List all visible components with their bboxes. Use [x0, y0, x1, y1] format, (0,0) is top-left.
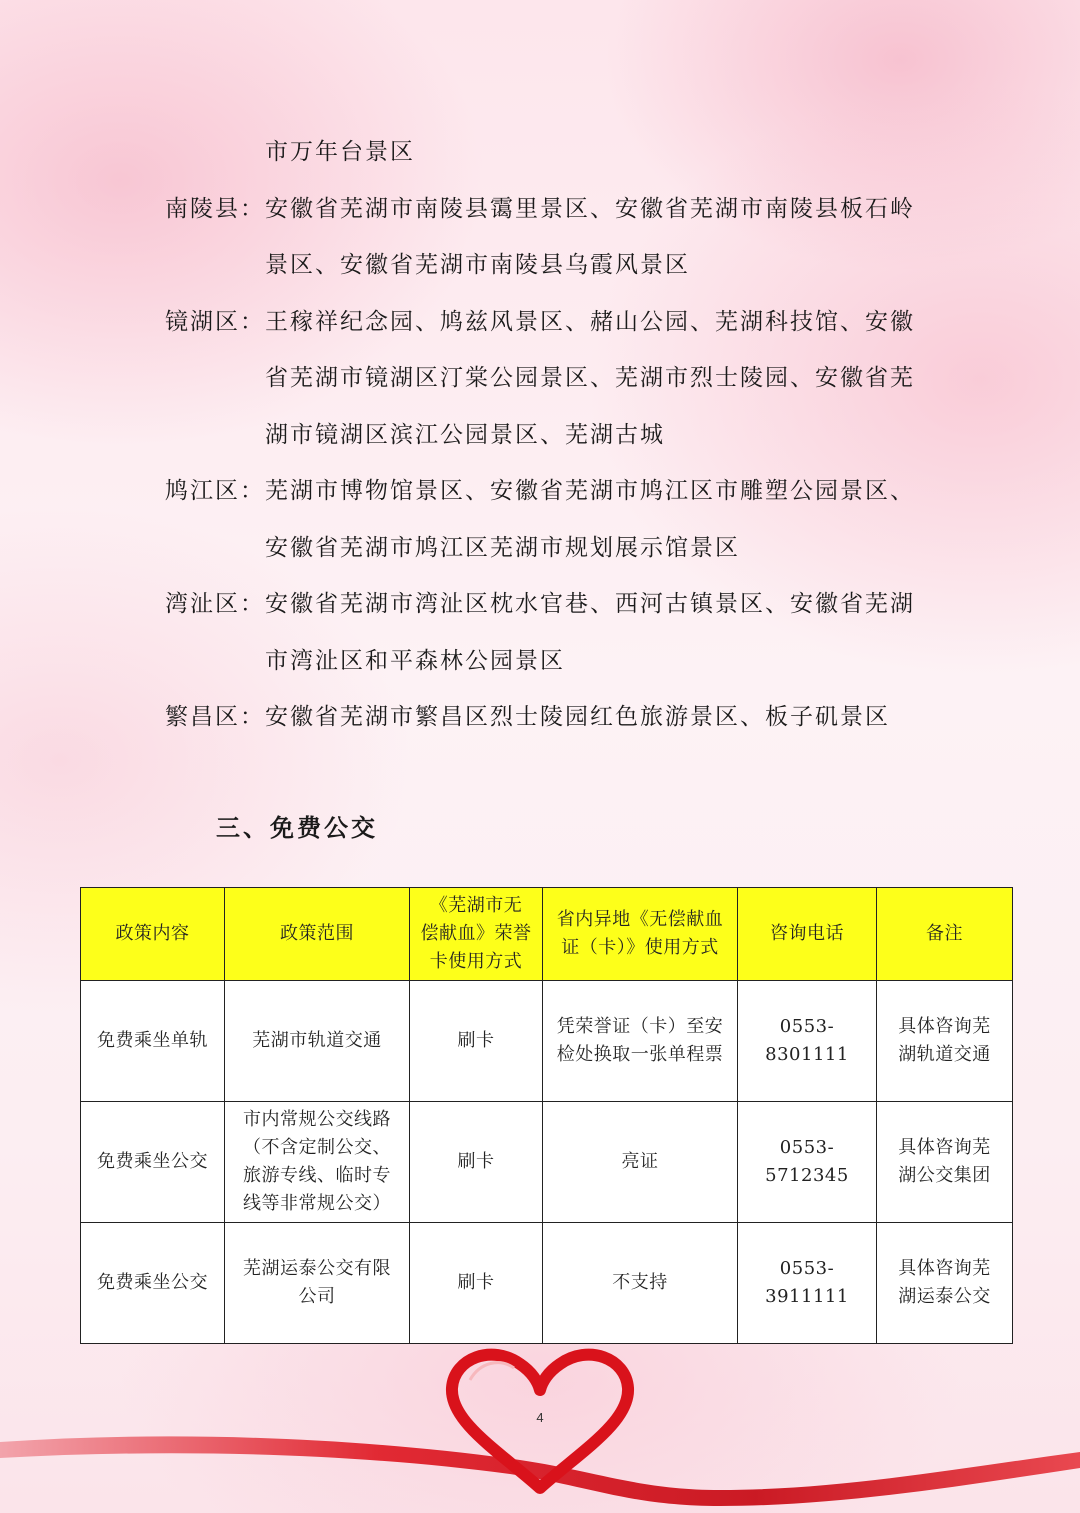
cell-local-card-usage: [410, 1102, 543, 1223]
cell-policy-scope: [225, 981, 410, 1102]
text-line: 安徽省芜湖市湾沚区枕水官巷、西河古镇景区、安徽省芜湖: [265, 591, 915, 617]
header-remarks: [877, 888, 1013, 981]
cell-line: 市内常规公交线路: [243, 1109, 391, 1130]
red-ribbon-heart-decoration: [0, 1340, 1080, 1513]
header-local-card-usage: [410, 888, 543, 981]
cell-line: 公司: [298, 1286, 336, 1307]
district-scenic-areas: [265, 576, 925, 689]
cell-line: 不支持: [612, 1272, 668, 1293]
text-line: 安徽省芜湖市鸠江区芜湖市规划展示馆景区: [265, 534, 740, 561]
district-label: 繁昌区：: [165, 704, 265, 730]
cell-line: 芜湖运泰公交有限: [243, 1258, 391, 1279]
cell-local-card-usage: [410, 1223, 543, 1344]
cell-line: 线等非常规公交）: [243, 1193, 391, 1214]
table-header-row: [81, 888, 1013, 981]
header-line: 卡使用方式: [429, 951, 523, 972]
text-line: 芜湖市博物馆景区、安徽省芜湖市鸠江区市雕塑公园景区、: [265, 478, 915, 504]
district-entry: [165, 576, 925, 689]
text-line: 湖市镜湖区滨江公园景区、芜湖古城: [265, 421, 665, 448]
scenic-area-list: [165, 124, 925, 746]
district-scenic-areas: [265, 463, 925, 576]
cell-line: （不含定制公交、: [243, 1137, 391, 1158]
district-entry: [165, 463, 925, 576]
cell-provincial-card-usage: [543, 1102, 738, 1223]
text-line: 市湾沚区和平森林公园景区: [265, 647, 565, 674]
text-line: 景区、安徽省芜湖市南陵县乌霞风景区: [265, 252, 690, 278]
district-label: 鸠江区：: [165, 478, 265, 504]
cell-line: 刷卡: [457, 1030, 495, 1051]
cell-line: 刷卡: [457, 1272, 495, 1293]
cell-line: 具体咨询芜: [898, 1258, 991, 1279]
free-bus-policy-table: [80, 887, 1013, 1344]
text-line: 省芜湖市镜湖区汀棠公园景区、芜湖市烈士陵园、安徽省芜: [265, 365, 915, 391]
cell-provincial-card-usage: [543, 1223, 738, 1344]
cell-line: 湖公交集团: [898, 1165, 991, 1186]
header-provincial-card-usage: [543, 888, 738, 981]
section-title: 三、免费公交: [216, 813, 378, 842]
header-policy-content: [81, 888, 225, 981]
table-row: [81, 1102, 1013, 1223]
cell-policy-content: [81, 1223, 225, 1344]
text-line: 王稼祥纪念园、鸠兹风景区、赭山公园、芜湖科技馆、安徽: [265, 308, 915, 335]
header-line: 政策内容: [115, 923, 190, 944]
cell-phone: [738, 1223, 877, 1344]
text-line: 安徽省芜湖市南陵县霭里景区、安徽省芜湖市南陵县板石岭: [265, 195, 915, 222]
cell-remarks: [877, 1223, 1013, 1344]
district-entry: [165, 124, 925, 181]
cell-line: 旅游专线、临时专: [243, 1165, 391, 1186]
district-scenic-areas: [265, 294, 925, 464]
page-number: 4: [536, 1410, 544, 1425]
district-entry: [165, 689, 925, 746]
header-line: 偿献血》荣誉: [420, 923, 532, 944]
cell-line: 0553-3911111: [765, 1258, 849, 1307]
cell-policy-scope: [225, 1223, 410, 1344]
header-line: 证（卡）》使用方式: [561, 937, 719, 958]
district-entry: [165, 181, 925, 294]
cell-line: 免费乘坐公交: [97, 1151, 208, 1172]
cell-line: 免费乘坐单轨: [97, 1030, 208, 1051]
table-body: [81, 981, 1013, 1344]
district-label: 湾沚区：: [165, 591, 265, 617]
cell-line: 湖轨道交通: [898, 1044, 991, 1065]
table-row: [81, 981, 1013, 1102]
cell-remarks: [877, 981, 1013, 1102]
header-line: 政策范围: [280, 923, 354, 944]
cell-line: 具体咨询芜: [898, 1137, 991, 1158]
cell-policy-scope: [225, 1102, 410, 1223]
header-line: 备注: [926, 923, 963, 944]
cell-policy-content: [81, 1102, 225, 1223]
cell-line: 0553-5712345: [765, 1137, 849, 1186]
header-line: 省内异地《无偿献血: [556, 909, 724, 930]
cell-line: 检处换取一张单程票: [556, 1044, 724, 1065]
district-label: 南陵县：: [165, 195, 265, 222]
text-line: 市万年台景区: [265, 139, 415, 165]
district-scenic-areas: [265, 689, 925, 746]
cell-remarks: [877, 1102, 1013, 1223]
cell-line: 凭荣誉证（卡）至安: [556, 1016, 724, 1037]
cell-provincial-card-usage: [543, 981, 738, 1102]
cell-local-card-usage: [410, 981, 543, 1102]
cell-phone: [738, 981, 877, 1102]
table-row: [81, 1223, 1013, 1344]
district-scenic-areas: [265, 124, 925, 181]
cell-line: 免费乘坐公交: [97, 1272, 208, 1293]
cell-line: 0553-8301111: [765, 1016, 849, 1065]
text-line: 安徽省芜湖市繁昌区烈士陵园红色旅游景区、板子矶景区: [265, 704, 890, 730]
cell-line: 芜湖市轨道交通: [252, 1030, 382, 1051]
cell-phone: [738, 1102, 877, 1223]
header-phone: [738, 888, 877, 981]
header-policy-scope: [225, 888, 410, 981]
cell-line: 具体咨询芜: [898, 1016, 991, 1037]
cell-policy-content: [81, 981, 225, 1102]
cell-line: 湖运泰公交: [898, 1286, 991, 1307]
header-line: 《芜湖市无: [429, 895, 523, 916]
cell-line: 亮证: [621, 1151, 659, 1172]
ribbon-highlight: [470, 1363, 514, 1380]
header-line: 咨询电话: [770, 923, 844, 944]
district-label: 镜湖区：: [165, 308, 265, 335]
district-scenic-areas: [265, 181, 925, 294]
district-entry: [165, 294, 925, 464]
ribbon-band: [0, 1436, 1080, 1506]
cell-line: 刷卡: [457, 1151, 495, 1172]
